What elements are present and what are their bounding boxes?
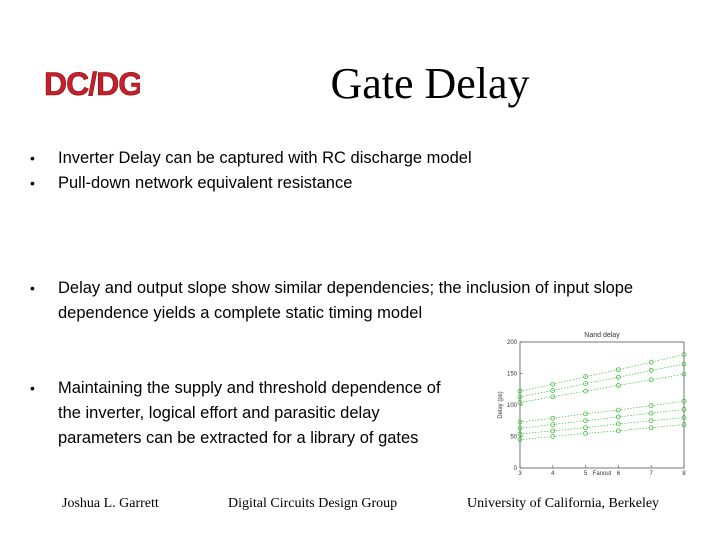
svg-text:DC/DG: DC/DG <box>44 66 140 102</box>
chart-series-line <box>520 418 684 434</box>
chart-ytick-label: 100 <box>506 403 517 409</box>
chart-canvas <box>478 328 690 476</box>
chart-series-line <box>520 425 684 440</box>
chart-ytick-label: 50 <box>510 434 517 441</box>
bullet-item <box>30 276 658 326</box>
dcdg-logo-mark <box>42 64 140 102</box>
nand-delay-chart <box>478 328 690 476</box>
chart-series-line <box>520 401 684 422</box>
chart-xtick-label: 6 <box>616 471 621 476</box>
chart-title: Nand delay <box>584 332 620 339</box>
chart-ytick-label: 0 <box>513 466 517 472</box>
chart-xtick-label: 5 <box>583 471 588 476</box>
bullet-dot: • <box>30 380 35 396</box>
bullet-item <box>30 171 658 196</box>
chart-series-line <box>520 374 684 402</box>
bullet-text: Maintaining the supply and threshold dependence of the inverter, logical effort and parasitic delay parameters can be extracted for a library of gates <box>58 379 441 447</box>
chart-ylabel: Delay (ps) <box>498 391 504 419</box>
chart-xtick-label: 4 <box>551 471 555 476</box>
bullet-dot: • <box>30 175 35 191</box>
chart-xtick-label: 7 <box>649 471 653 476</box>
dcdg-logo <box>42 64 140 102</box>
chart-point <box>649 360 653 364</box>
chart-series-line <box>520 355 684 392</box>
bullet-dot: • <box>30 150 35 166</box>
footer-group: Digital Circuits Design Group <box>228 496 398 511</box>
chart-xlabel: Fanout <box>592 471 612 476</box>
bullet-text: Pull-down network equivalent resistance <box>58 174 353 192</box>
footer-university: University of California, Berkeley <box>467 496 660 511</box>
bullet-dot: • <box>30 280 35 296</box>
bullet-item <box>30 376 463 451</box>
chart-ytick-label: 200 <box>506 340 517 346</box>
chart-xtick-label: 3 <box>518 471 522 476</box>
chart-ytick-label: 150 <box>506 371 517 378</box>
footer-author: Joshua L. Garrett <box>62 496 159 511</box>
chart-series-line <box>520 364 684 397</box>
chart-xtick-label: 8 <box>682 471 686 476</box>
chart-plot-frame <box>520 342 684 468</box>
bullet-item <box>30 146 658 171</box>
chart-series-line <box>520 409 684 428</box>
bullet-text: Inverter Delay can be captured with RC discharge model <box>58 149 472 167</box>
slide-title: Gate Delay <box>330 59 530 108</box>
bullet-text: Delay and output slope show similar dependencies; the inclusion of input slope dependence yields a complete static timing model <box>58 279 634 322</box>
